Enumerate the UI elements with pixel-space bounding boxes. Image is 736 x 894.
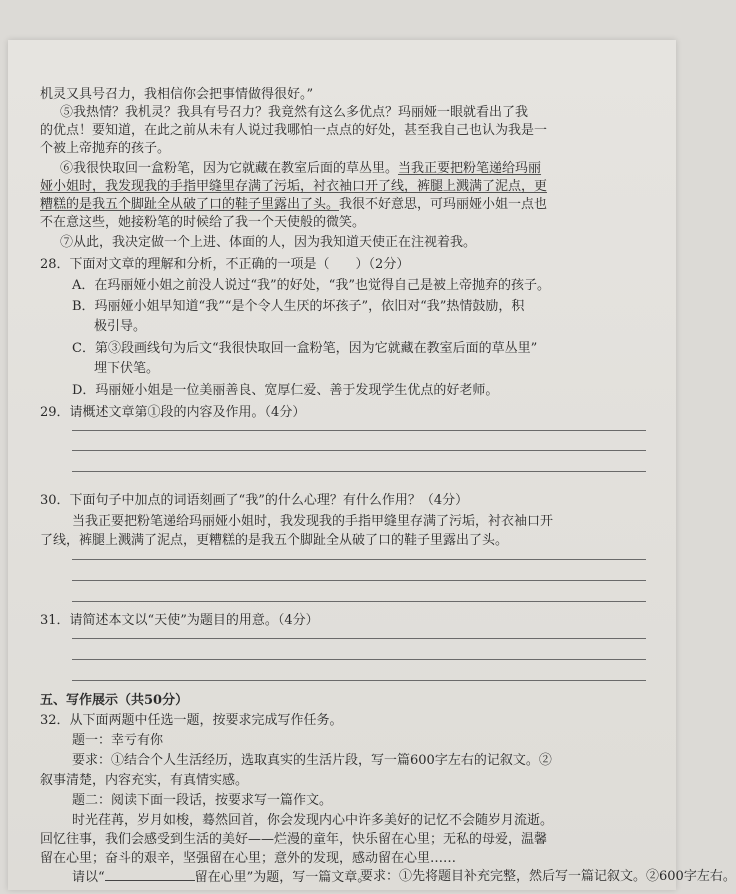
passage-text: ⑥我很快取回一盒粉笔，因为它就藏在教室后面的草丛里。: [60, 161, 399, 176]
question-31: 31．请简述本文以“天使”为题目的用意。（4分）: [40, 613, 319, 628]
answer-line[interactable]: [72, 559, 646, 560]
topic-1-requirement: 叙事清楚，内容充实，有真情实感。: [40, 773, 249, 788]
passage-line: 的优点！要知道，在此之前从未有人说过我哪怕一点点的好处，甚至我自己也认为我是一: [40, 123, 548, 138]
topic-2-prompt: [72, 868, 370, 886]
passage-line: [60, 160, 541, 177]
prompt-prefix: 请以“: [72, 870, 105, 885]
option-b: B．玛丽娅小姐早知道“我”“是个令人生厌的坏孩子”，依旧对“我”热情鼓励，积: [72, 299, 525, 314]
answer-line[interactable]: [72, 580, 646, 581]
passage-line: [40, 196, 547, 213]
topic-2-requirement: 要求：①先将题目补充完整，然后写一篇记叙文。②600字左右。: [360, 869, 736, 884]
quoted-sentence: 了线，裤腿上溅满了泥点，更糟糕的是我五个脚趾全从破了口的鞋子里露出了头。: [40, 533, 509, 548]
passage-line: 不在意这些，她接粉笔的时候给了我一个天使般的微笑。: [40, 215, 366, 230]
topic-2-title: 题二：阅读下面一段话，按要求写一篇作文。: [72, 793, 333, 808]
answer-line[interactable]: [72, 601, 646, 602]
option-c-cont: 埋下伏笔。: [94, 361, 160, 376]
passage-line: ⑦从此，我决定做一个上进、体面的人，因为我知道天使正在注视着我。: [60, 235, 477, 250]
option-b-cont: 极引导。: [94, 319, 147, 334]
answer-line[interactable]: [72, 638, 646, 639]
question-28: 28．下面对文章的理解和分析，不正确的一项是（ ）（2分）: [40, 257, 410, 272]
topic-1-requirement: 要求：①结合个人生活经历，选取真实的生活片段，写一篇600字左右的记叙文。②: [72, 753, 552, 768]
option-a: A．在玛丽娅小姐之前没人说过“我”的好处，“我”也觉得自己是被上帝抛弃的孩子。: [72, 278, 550, 293]
passage-line: 机灵又具号召力，我相信你会把事情做得很好。”: [40, 87, 314, 102]
passage-line: ⑤我热情？我机灵？我具有号召力？我竟然有这么多优点？玛丽娅一眼就看出了我: [60, 105, 529, 120]
answer-line[interactable]: [72, 659, 646, 660]
topic-2-paragraph: 回忆往事，我们会感受到生活的美好——烂漫的童年，快乐留在心里；无私的母爱，温馨: [40, 832, 548, 847]
answer-line[interactable]: [72, 680, 646, 681]
quoted-sentence: 当我正要把粉笔递给玛丽娅小姐时，我发现我的手指甲缝里存满了污垢，衬衣袖口开: [72, 514, 554, 529]
title-blank[interactable]: [105, 868, 195, 881]
answer-line[interactable]: [72, 471, 646, 472]
topic-2-paragraph: 留在心里；奋斗的艰辛，坚强留在心里；意外的发现，感动留在心里……: [40, 851, 457, 866]
option-c: C．第③段画线句为后文“我很快取回一盒粉笔，因为它就藏在教室后面的草丛里”: [72, 341, 538, 356]
passage-line: 个被上帝抛弃的孩子。: [40, 141, 171, 156]
underlined-text: 当我正要把粉笔递给玛丽: [398, 161, 542, 176]
option-d: D．玛丽娅小姐是一位美丽善良、宽厚仁爱、善于发现学生优点的好老师。: [72, 383, 499, 398]
topic-1-title: 题一：幸亏有你: [72, 733, 164, 748]
question-30: 30．下面句子中加点的词语刻画了“我”的什么心理？有什么作用？（4分）: [40, 493, 469, 508]
underlined-text: 糟糕的是我五个脚趾全从破了口的鞋子里露出了头。: [40, 197, 340, 212]
topic-2-paragraph: 时光荏苒，岁月如梭，蓦然回首，你会发现内心中许多美好的记忆不会随岁月流逝。: [72, 813, 554, 828]
section-heading: 五、写作展示（共50分）: [40, 693, 189, 708]
answer-line[interactable]: [72, 450, 646, 451]
passage-text: 我很不好意思，可玛丽娅小姐一点也: [339, 197, 548, 212]
answer-line[interactable]: [72, 430, 646, 431]
underlined-text: 娅小姐时，我发现我的手指甲缝里存满了污垢，衬衣袖口开了线，裤腿上溅满了泥点，更: [40, 179, 548, 194]
question-32: 32．从下面两题中任选一题，按要求完成写作任务。: [40, 713, 343, 728]
prompt-suffix: 留在心里”为题，写一篇文章。: [194, 870, 371, 885]
question-29: 29．请概述文章第①段的内容及作用。（4分）: [40, 405, 306, 420]
